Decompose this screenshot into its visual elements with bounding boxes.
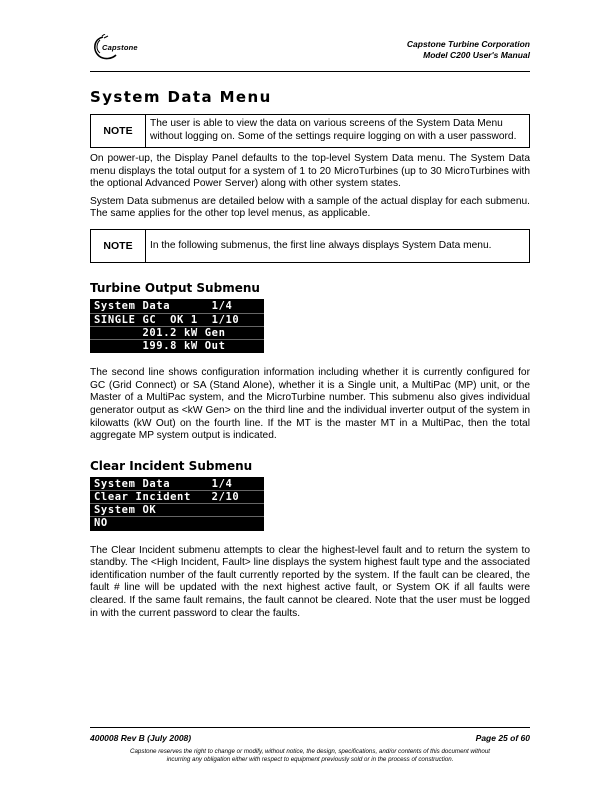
footer-divider [90,727,530,728]
capstone-logo [90,34,160,62]
note-box [90,114,530,148]
paragraph-power-up: On power-up, the Display Panel defaults to the top-level System Data menu. The System Data menu displays the total output for a system of 1 to 20 MicroTurbines (up to 30 MicroTurbines with the optional Advanced Power Server) along with other system states. [90,153,530,190]
manual-name: Model C200 User's Manual [423,50,530,60]
display-line: SINGLE GC OK 1 1/10 [90,314,264,327]
display-line: System Data 1/4 [90,478,264,491]
display-line: Clear Incident 2/10 [90,491,264,504]
note-box [90,229,530,264]
clear-incident-description: The Clear Incident submenu attempts to clear the highest-level fault and to return the system to standby. The <High Incident, Fault> line displays the system highest fault type and the associated identification number of the fault currently reported by the system. If the fault can be cleared, the fault # line will be updated with the next highest active fault, or System OK if all faults were cleared. If the same fault remains, the fault cannot be cleared. Note that the user must be logged in with the current password to clear the faults. [90,544,530,619]
disclaimer [90,748,530,764]
section-title: System Data Menu [90,88,272,106]
turbine-output-heading: Turbine Output Submenu [90,281,260,296]
display-line: NO [94,517,108,530]
page-number: Page 25 of 60 [475,733,530,743]
clear-incident-heading: Clear Incident Submenu [90,458,253,473]
disclaimer-line: Capstone reserves the right to change or modify, without notice, the design, specifications, and/or contents of this document without [130,748,490,755]
header-divider [90,71,530,72]
note-text: In the following submenus, the first line always displays System Data menu. [150,239,492,251]
display-line: 201.2 kW Gen [90,327,264,340]
document-revision: 400008 Rev B (July 2008) [90,733,192,743]
display-line: 199.8 kW Out [94,340,226,353]
page-header [90,34,530,68]
header-title-block [407,39,530,61]
clear-incident-display [90,477,264,531]
note-label: NOTE [91,115,146,147]
page-content [90,88,530,620]
company-name: Capstone Turbine Corporation [406,39,530,49]
turbine-output-description: The second line shows configuration information including whether it is currently configured for GC (Grid Connect) or SA (Stand Alone), whether it is a Single unit, a MultiPac (MP) unit, or the Master of a MultiPac system, and the MicroTurbine number. This submenu also gives individual generator output as <kW Gen> on the third line and the individual inverter output of the system in kilowatts (kW Out) on the fourth line. If the MT is the master MT in a MultiPac, then the total aggregate MP system output is indicated. [90,367,530,442]
note-text: The user is able to view the data on various screens of the System Data Menu without logging on. Some of the settings require logging on with a user password. [150,118,517,142]
note-label: NOTE [91,230,146,263]
turbine-output-display [90,299,264,353]
paragraph-submenus: System Data submenus are detailed below with a sample of the actual display for each submenu. The same applies for the other top level menus, as applicable. [90,195,530,220]
display-line: System Data 1/4 [90,300,264,313]
disclaimer-line: incurring any obligation either with respect to equipment previously sold or in the process of construction. [166,756,454,763]
logo-wordmark: Capstone [102,43,138,52]
display-line: System OK [90,504,264,517]
